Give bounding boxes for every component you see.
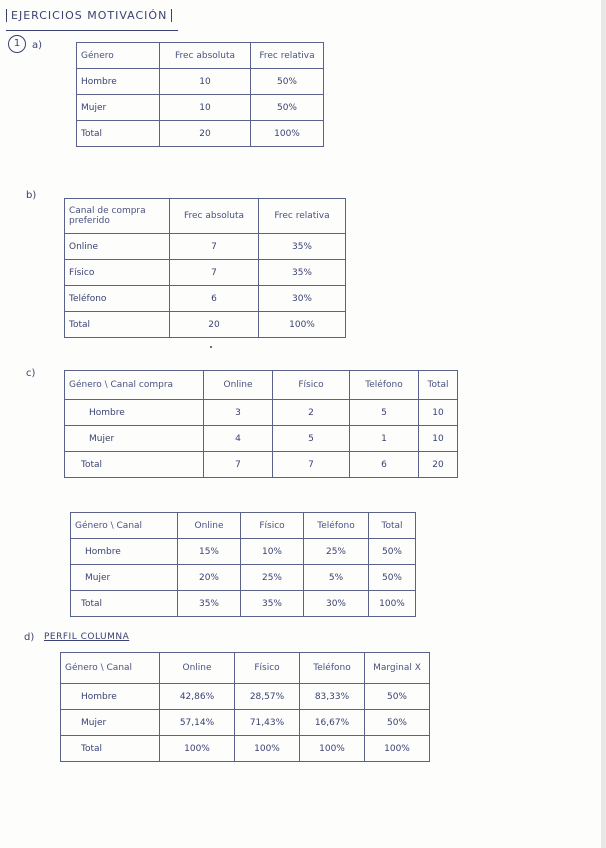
column-header: Online (178, 513, 241, 539)
table-header-row (77, 43, 324, 69)
table-header-row (61, 653, 430, 684)
column-header: Frec relativa (251, 43, 324, 69)
table-cell: 10 (160, 95, 251, 121)
exercise-number: 1 (8, 35, 26, 53)
title-underline (6, 30, 178, 31)
table-cell: 4 (204, 426, 273, 452)
table-row (77, 69, 324, 95)
table-cell: 100% (365, 736, 430, 762)
column-header: Género (77, 43, 160, 69)
table-cell: 30% (304, 591, 369, 617)
table-b (64, 198, 346, 338)
column-header: Físico (273, 371, 350, 400)
table-cell: Online (65, 234, 170, 260)
table-cell: Físico (65, 260, 170, 286)
column-header: Canal de compra preferido (65, 199, 170, 234)
table-row (65, 426, 458, 452)
column-header: Frec relativa (259, 199, 346, 234)
table-c1 (64, 370, 458, 478)
table-cell: Mujer (61, 710, 160, 736)
table-cell: 1 (350, 426, 419, 452)
table-cell: 20 (419, 452, 458, 478)
table-row (71, 565, 416, 591)
table-cell: 100% (369, 591, 416, 617)
table-cell: 100% (300, 736, 365, 762)
table-cell: Hombre (77, 69, 160, 95)
column-header: Género \ Canal compra (65, 371, 204, 400)
table-cell: Total (77, 121, 160, 147)
table-cell: Hombre (65, 400, 204, 426)
table-cell: 35% (259, 234, 346, 260)
column-header: Teléfono (300, 653, 365, 684)
part-c-label: c) (26, 368, 36, 379)
part-a-label: a) (32, 40, 43, 51)
page-title: EJERCICIOS MOTIVACIÓN (6, 9, 172, 22)
table-cell: 16,67% (300, 710, 365, 736)
table-a (76, 42, 324, 147)
table-cell: 15% (178, 539, 241, 565)
table-cell: 71,43% (235, 710, 300, 736)
table-row (77, 121, 324, 147)
table-cell: Mujer (77, 95, 160, 121)
part-d-title: PERFIL COLUMNA (44, 632, 130, 642)
column-header: Género \ Canal (71, 513, 178, 539)
table-cell: 5 (350, 400, 419, 426)
table-cell: Teléfono (65, 286, 170, 312)
table-cell: 10% (241, 539, 304, 565)
page-edge (601, 0, 606, 848)
table-header-row (71, 513, 416, 539)
table-cell: 2 (273, 400, 350, 426)
table-row (65, 400, 458, 426)
column-header: Online (204, 371, 273, 400)
table-cell: 6 (350, 452, 419, 478)
table-cell: 30% (259, 286, 346, 312)
table-row (71, 591, 416, 617)
table-row (61, 684, 430, 710)
column-header: Total (369, 513, 416, 539)
column-header: Frec absoluta (160, 43, 251, 69)
part-d-label: d) (24, 632, 35, 643)
table-cell: Total (71, 591, 178, 617)
column-header: Teléfono (350, 371, 419, 400)
column-header: Físico (241, 513, 304, 539)
table-cell: Hombre (61, 684, 160, 710)
column-header: Online (160, 653, 235, 684)
column-header: Total (419, 371, 458, 400)
pen-dot (210, 346, 212, 348)
table-cell: 35% (241, 591, 304, 617)
column-header: Físico (235, 653, 300, 684)
column-header: Género \ Canal (61, 653, 160, 684)
table-cell: 25% (304, 539, 369, 565)
table-cell: 50% (365, 684, 430, 710)
table-row (65, 234, 346, 260)
table-cell: 20 (170, 312, 259, 338)
table-cell: 6 (170, 286, 259, 312)
table-cell: 100% (259, 312, 346, 338)
column-header: Marginal X (365, 653, 430, 684)
table-cell: 3 (204, 400, 273, 426)
table-row (61, 710, 430, 736)
table-row (61, 736, 430, 762)
table-cell: 100% (251, 121, 324, 147)
table-cell: 35% (178, 591, 241, 617)
table-cell: 10 (160, 69, 251, 95)
table-cell: 10 (419, 426, 458, 452)
table-cell: Total (61, 736, 160, 762)
table-header-row (65, 371, 458, 400)
table-cell: 7 (273, 452, 350, 478)
table-row (65, 312, 346, 338)
table-cell: 57,14% (160, 710, 235, 736)
table-row (65, 260, 346, 286)
table-cell: 50% (369, 565, 416, 591)
table-cell: 42,86% (160, 684, 235, 710)
table-cell: 10 (419, 400, 458, 426)
part-b-label: b) (26, 190, 37, 201)
table-cell: 20 (160, 121, 251, 147)
table-cell: 35% (259, 260, 346, 286)
table-cell: 50% (369, 539, 416, 565)
table-cell: Hombre (71, 539, 178, 565)
table-c2 (70, 512, 416, 617)
table-cell: Total (65, 312, 170, 338)
table-cell: 5% (304, 565, 369, 591)
table-row (71, 539, 416, 565)
table-cell: 7 (204, 452, 273, 478)
table-cell: 5 (273, 426, 350, 452)
table-cell: 28,57% (235, 684, 300, 710)
table-d (60, 652, 430, 762)
table-cell: 100% (235, 736, 300, 762)
table-cell: 83,33% (300, 684, 365, 710)
table-header-row (65, 199, 346, 234)
table-cell: Total (65, 452, 204, 478)
table-cell: 20% (178, 565, 241, 591)
table-cell: 7 (170, 234, 259, 260)
table-cell: 25% (241, 565, 304, 591)
column-header: Teléfono (304, 513, 369, 539)
table-cell: 7 (170, 260, 259, 286)
table-cell: 50% (251, 95, 324, 121)
table-cell: 100% (160, 736, 235, 762)
table-row (65, 452, 458, 478)
table-row (65, 286, 346, 312)
table-cell: Mujer (71, 565, 178, 591)
column-header: Frec absoluta (170, 199, 259, 234)
table-row (77, 95, 324, 121)
table-cell: 50% (251, 69, 324, 95)
table-cell: Mujer (65, 426, 204, 452)
table-cell: 50% (365, 710, 430, 736)
